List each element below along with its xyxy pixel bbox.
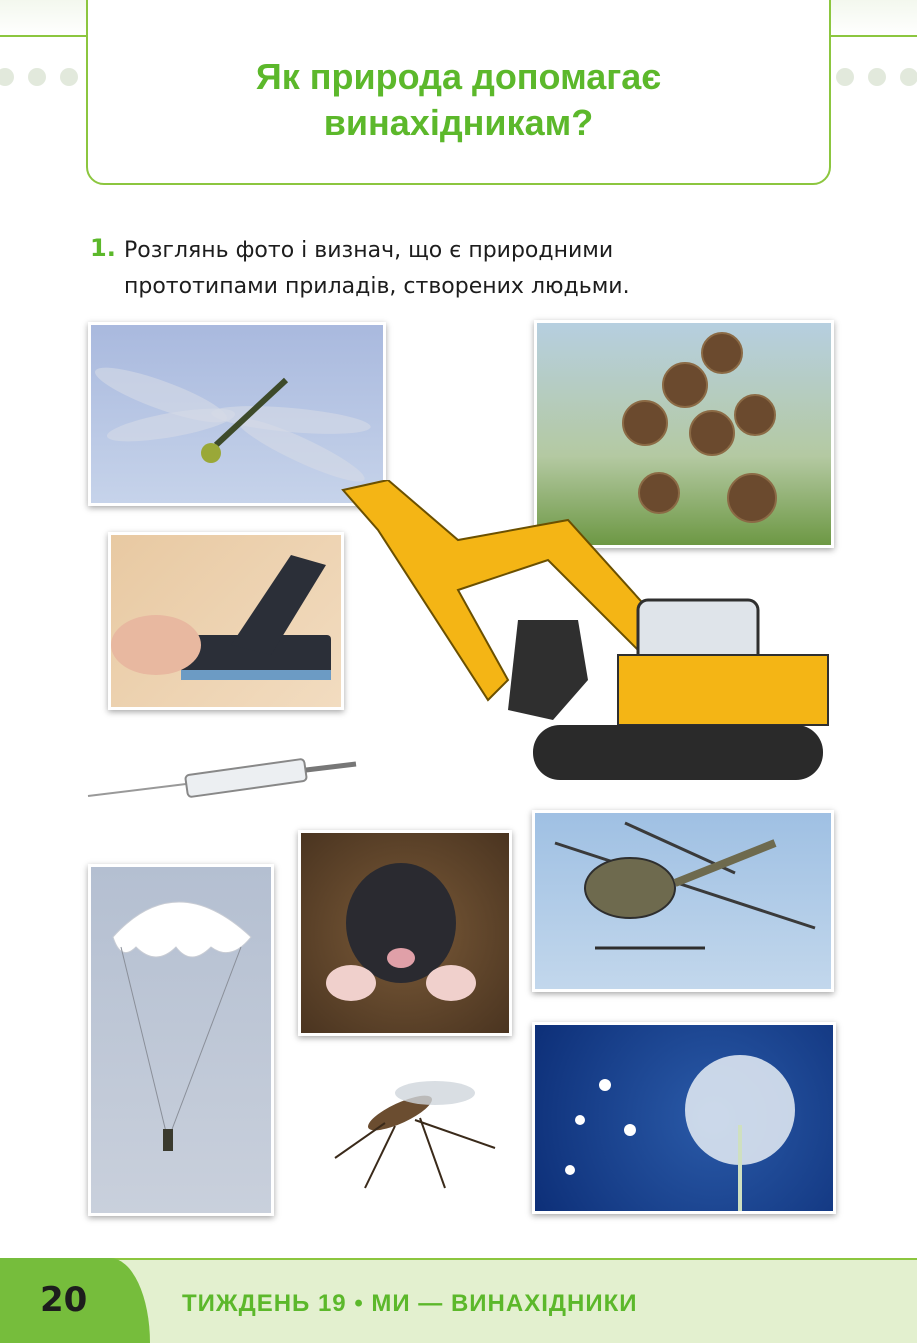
dots-right: [836, 68, 917, 86]
task-text: [124, 233, 824, 305]
helicopter-photo: [532, 810, 834, 992]
velcro-photo: [108, 532, 344, 710]
title-line-2: винахідникам?: [323, 102, 594, 143]
footer-line: [0, 1258, 917, 1260]
page-title: [86, 54, 831, 146]
parachute-photo: [88, 864, 274, 1216]
footer-text: ТИЖДЕНЬ 19 • МИ — ВИНАХІДНИКИ: [182, 1290, 638, 1317]
syringe-photo: [86, 752, 366, 802]
dragonfly-photo: [88, 322, 386, 506]
header-line-right: [829, 35, 917, 37]
excavator-photo: [338, 480, 832, 786]
mosquito-photo: [325, 1058, 500, 1193]
dandelion-photo: [532, 1022, 836, 1214]
dots-left: [0, 68, 78, 86]
page-number: 20: [40, 1280, 88, 1320]
header-line-left: [0, 35, 88, 37]
mole-photo: [298, 830, 512, 1036]
title-line-1: Як природа допомагає: [255, 56, 662, 97]
task-line-1: Розглянь фото і визнач, що є природними: [124, 238, 614, 263]
task-number: 1.: [90, 234, 116, 262]
task-line-2: прототипами приладів, створених людьми.: [124, 274, 630, 299]
